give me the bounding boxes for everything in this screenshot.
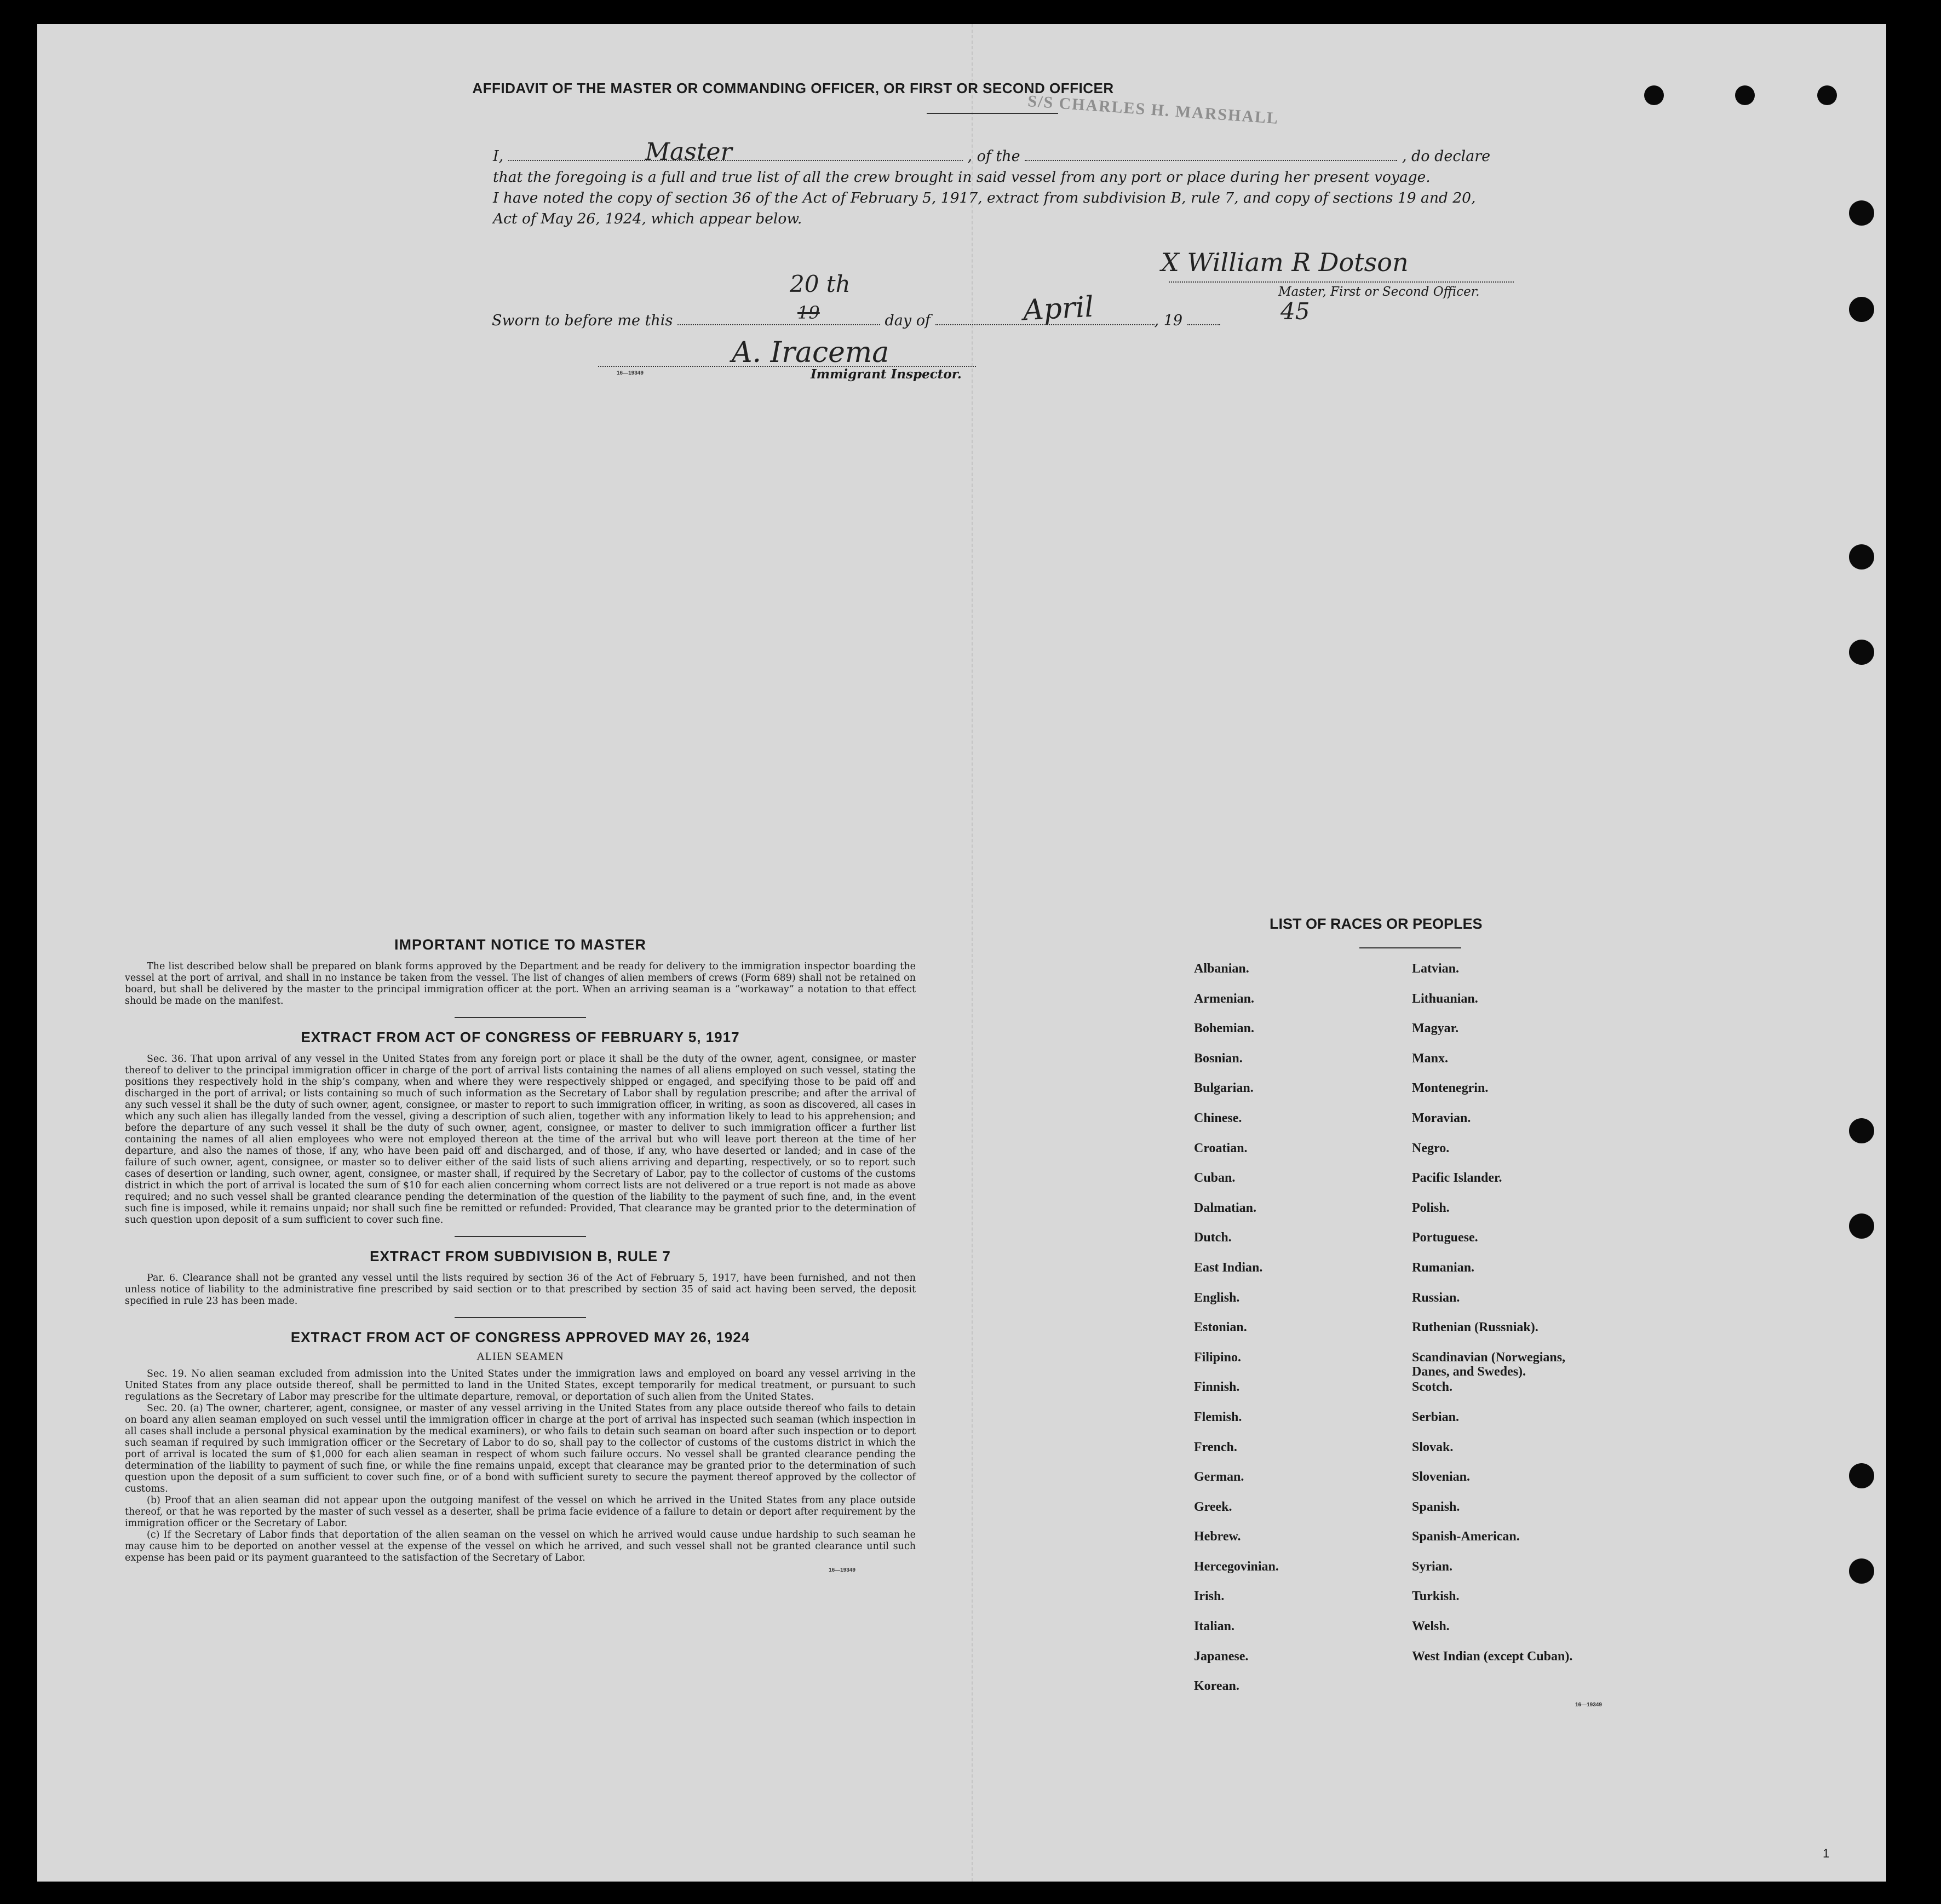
master-label: Master, First or Second Officer. (1278, 285, 1480, 299)
affidavit-form-number: 16—19349 (617, 370, 644, 376)
race-item: Korean. (1194, 1679, 1239, 1694)
punch-hole (1849, 1558, 1874, 1584)
vessel-blank (1025, 147, 1397, 161)
race-item: Bosnian. (1194, 1051, 1243, 1066)
declare-label: , do declare (1402, 148, 1491, 165)
punch-hole (1849, 297, 1874, 322)
inspector-label: Immigrant Inspector. (811, 367, 962, 382)
races-form-number: 16—19349 (1575, 1702, 1602, 1708)
race-item: Filipino. (1194, 1350, 1242, 1365)
extract-1917-title: EXTRACT FROM ACT OF CONGRESS OF FEBRUARY 5, 1917 (301, 1029, 740, 1045)
race-item: Turkish. (1412, 1589, 1460, 1604)
section-20b-text: (b) Proof that an alien seaman did not appear upon the outgoing manifest of the vessel on which he arrived in the United States from any place outside thereof, or that he was reported by the master of such vessel as a deserter, shall be prima facie evidence of a failure to detain or deport after requirement by the immigration officer or the Secretary of Labor. (125, 1495, 916, 1529)
extracts-form-number: 16—19349 (829, 1567, 855, 1573)
day-blank (677, 311, 880, 325)
extract-1917-text: Sec. 36. That upon arrival of any vessel in the United States from any foreign port or place it shall be the duty of the owner, agent, consignee, or master thereof to deliver to the principal immigration officer in charge of the port of arrival lists containing the names of all aliens employed on such vessel, stating the positions they respectively hold in the ship’s company, when and where they were respectively shipped or engaged, and specifying those to be paid off and discharged in the port of arrival; or lists containing so much of such information as the Secretary of Labor shall by regulation prescribe; and after the arrival of any such vessel it shall be the duty of such owner, agent, consignee, or master to report to such immigration officer, in writing, as soon as discovered, all cases in which any such alien has illegally landed from the vessel, giving a description of such alien, together with any information likely to lead to his apprehension; and before the departure of any such vessel it shall be the duty of such owner, agent, consignee, or master to deliver to such immigration officer a further list containing the names of all alien employees who were not employed thereon at the time of the arrival but who will leave port thereon at the time of her departure, and also the names of those, if any, who have been paid off and discharged, and of those, if any, who have deserted or landed; and in case of the failure of such owner, agent, consignee, or master so to deliver either of the said lists of such aliens arriving and departing, respectively, or so to report such cases of desertion or landing, such owner, agent, consignee, or master shall, if required by the Secretary of Labor, pay to the collector of customs of the customs district in which the port of arrival is located the sum of $10 for each alien concerning whom correct lists are not delivered or a true report is not made as above required; and no such vessel shall be granted clearance pending the determination of the question of the liability to the payment of such fine, and, in the event such fine is imposed, while it remains unpaid; nor shall such fine be remitted or refunded: Provided, That clearance may be granted prior to the determination of such question upon deposit of a sum sufficient to cover such fine. (125, 1054, 916, 1226)
race-item: Croatian. (1194, 1141, 1248, 1155)
race-item: Bulgarian. (1194, 1081, 1254, 1096)
race-item: Japanese. (1194, 1649, 1249, 1664)
extract-1924-title: EXTRACT FROM ACT OF CONGRESS APPROVED MAY 26, 1924 (290, 1329, 750, 1345)
vessel-stamp: S/S CHARLES H. MARSHALL (1027, 92, 1280, 128)
separator-rule (455, 1317, 586, 1318)
affidavit-body-3: Act of May 26, 1924, which appear below. (493, 210, 802, 227)
notice-text: The list described below shall be prepared on blank forms approved by the Department and be ready for delivery to the immigration inspector boarding the vessel at the port of arrival, and shall in no instance be taken from the vessel. The list of changes of alien members of crews (Form 689) shall not be retained on board, but shall be delivered by the master to the principal immigration officer at the port. When an arriving seaman is a “workaway” a notation to that effect should be made on the manifest. (125, 961, 916, 1006)
extracts-column (125, 936, 916, 1573)
separator-rule (455, 1017, 586, 1018)
sworn-label: Sworn to before me this (492, 312, 673, 329)
race-item: Spanish-American. (1412, 1529, 1520, 1544)
day-struck: 19 (797, 302, 820, 323)
race-item: Scandinavian (Norwegians, Danes, and Swedes). (1412, 1350, 1566, 1379)
race-item: Greek. (1194, 1499, 1232, 1514)
inspector-signature: A. Iracema (732, 336, 889, 369)
page-number: 1 (1823, 1847, 1830, 1860)
vessel-name-line (927, 113, 1058, 114)
race-item: Lithuanian. (1412, 991, 1478, 1006)
race-item: German. (1194, 1470, 1244, 1485)
race-item: Serbian. (1412, 1410, 1460, 1424)
race-item: Welsh. (1412, 1619, 1450, 1634)
fold-line (972, 24, 973, 1882)
races-right-column (1412, 962, 1642, 1679)
notice-title: IMPORTANT NOTICE TO MASTER (394, 936, 646, 953)
alien-seamen-subtitle: ALIEN SEAMEN (476, 1350, 564, 1362)
race-item: Magyar. (1412, 1021, 1459, 1036)
race-item: Chinese. (1194, 1111, 1242, 1125)
race-item: Spanish. (1412, 1499, 1460, 1514)
race-item: Rumanian. (1412, 1260, 1475, 1275)
race-item: Hercegovinian. (1194, 1559, 1279, 1574)
race-item: Polish. (1412, 1200, 1450, 1215)
punch-hole (1849, 1213, 1874, 1239)
race-item: Albanian. (1194, 962, 1249, 976)
i-label: I, (493, 148, 504, 165)
document-page (37, 24, 1886, 1882)
race-item: Cuban. (1194, 1171, 1236, 1186)
race-item: East Indian. (1194, 1260, 1263, 1275)
section-20c-text: (c) If the Secretary of Labor finds that deportation of the alien seaman on the vessel on which he arrived would cause undue hardship to such seaman he may cause him to be deported on another vessel at the expense of the vessel on which he arrived, and such vessel shall not be granted clearance until such expense has been paid or its payment guaranteed to the satisfaction of the Secretary of Labor. (125, 1529, 916, 1563)
race-item: Pacific Islander. (1412, 1171, 1502, 1186)
day-handwritten: 20 th (790, 271, 851, 297)
race-item: Manx. (1412, 1051, 1448, 1066)
punch-hole (1817, 85, 1837, 105)
race-item: Bohemian. (1194, 1021, 1255, 1036)
separator-rule (455, 1236, 586, 1237)
race-item: Syrian. (1412, 1559, 1453, 1574)
punch-hole (1735, 85, 1755, 105)
month-handwritten: April (1022, 290, 1095, 327)
punch-hole (1849, 1463, 1874, 1488)
affidavit-title: AFFIDAVIT OF THE MASTER OR COMMANDING OFFICER, OR FIRST OR SECOND OFFICER (472, 80, 1114, 96)
races-left-column (1194, 962, 1424, 1709)
race-item: Estonian. (1194, 1320, 1247, 1335)
punch-hole (1849, 1118, 1874, 1143)
day-of-label: day of (885, 312, 931, 329)
race-item: Moravian. (1412, 1111, 1471, 1125)
sworn-line (492, 311, 1220, 329)
punch-hole (1849, 640, 1874, 665)
race-item: Russian. (1412, 1290, 1460, 1305)
race-item: Flemish. (1194, 1410, 1242, 1424)
race-item: Slovenian. (1412, 1470, 1471, 1485)
race-item: Irish. (1194, 1589, 1225, 1604)
year-prefix: , 19 (1154, 312, 1183, 329)
race-item: Finnish. (1194, 1380, 1240, 1395)
extract-rule7-text: Par. 6. Clearance shall not be granted any vessel until the lists required by section 36 of the Act of February 5, 1917, have been furnished, and not then unless notice of liability to the administrative fine prescribed by said section or to that prescribed by section 35 of said act having been served, the deposit specified in rule 23 has been made. (125, 1273, 916, 1307)
year-blank (1187, 311, 1220, 325)
of-the-label: , of the (967, 148, 1020, 165)
race-item: West Indian (except Cuban). (1412, 1649, 1573, 1664)
race-item: Scotch. (1412, 1380, 1452, 1395)
race-item: Ruthenian (Russniak). (1412, 1320, 1538, 1335)
master-signature: X William R Dotson (1161, 248, 1409, 277)
section-19-text: Sec. 19. No alien seaman excluded from admission into the United States under the immigration laws and employed on board any vessel arriving in the United States from any place outside thereof, shall be permitted to land in the United States, except temporarily for medical treatment, or pursuant to such regulations as the Secretary of Labor may prescribe for the ultimate departure, removal, or deportation of such alien from the United States. (125, 1368, 916, 1402)
race-item: Latvian. (1412, 962, 1460, 976)
rank-blank (508, 147, 963, 161)
race-item: French. (1194, 1440, 1237, 1454)
affidavit-body-1: that the foregoing is a full and true list of all the crew brought in said vessel from any port or place during her present voyage. (493, 169, 1431, 186)
rank-handwritten: Master (645, 138, 732, 166)
race-item: Montenegrin. (1412, 1081, 1489, 1096)
year-handwritten: 45 (1280, 298, 1310, 325)
race-item: Negro. (1412, 1141, 1450, 1155)
races-title-rule (1359, 947, 1461, 948)
race-item: Italian. (1194, 1619, 1235, 1634)
race-item: Portuguese. (1412, 1230, 1478, 1245)
affidavit-body-2: I have noted the copy of section 36 of the Act of February 5, 1917, extract from subdivision B, rule 7, and copy of sections 19 and 20, (493, 189, 1476, 206)
punch-hole (1644, 85, 1664, 105)
section-20a-text: Sec. 20. (a) The owner, charterer, agent, consignee, or master of any vessel arriving in the United States from any place outside thereof who fails to detain on board any alien seaman employed on such vessel until the immigration officer in charge at the port of arrival has inspected such seaman (which inspection in all cases shall include a personal physical examination by the medical examiners), or who fails to detain such seaman on board after such inspection or to deport such seaman if required by such immigration officer or the Secretary of Labor to do so, shall pay to the collector of customs of the customs district in which the port of arrival is located the sum of $1,000 for each alien seaman in respect of whom such failure occurs. No vessel shall be granted clearance pending the determination of the liability to payment of such fine, or while the fine remains unpaid, except that clearance may be granted prior to the determination of such question upon the deposit of a sum sufficient to cover such fine, or of a bond with sufficient surety to secure the payment thereof approved by the collector of customs. (125, 1403, 916, 1494)
race-item: Slovak. (1412, 1440, 1454, 1454)
extract-rule7-title: EXTRACT FROM SUBDIVISION B, RULE 7 (370, 1248, 671, 1264)
signature-line (1169, 281, 1514, 283)
race-item: Armenian. (1194, 991, 1254, 1006)
punch-hole (1849, 544, 1874, 570)
race-item: English. (1194, 1290, 1240, 1305)
race-item: Hebrew. (1194, 1529, 1241, 1544)
punch-hole (1849, 200, 1874, 226)
race-item: Dutch. (1194, 1230, 1232, 1245)
race-item: Dalmatian. (1194, 1200, 1256, 1215)
races-title: LIST OF RACES OR PEOPLES (1270, 916, 1483, 932)
